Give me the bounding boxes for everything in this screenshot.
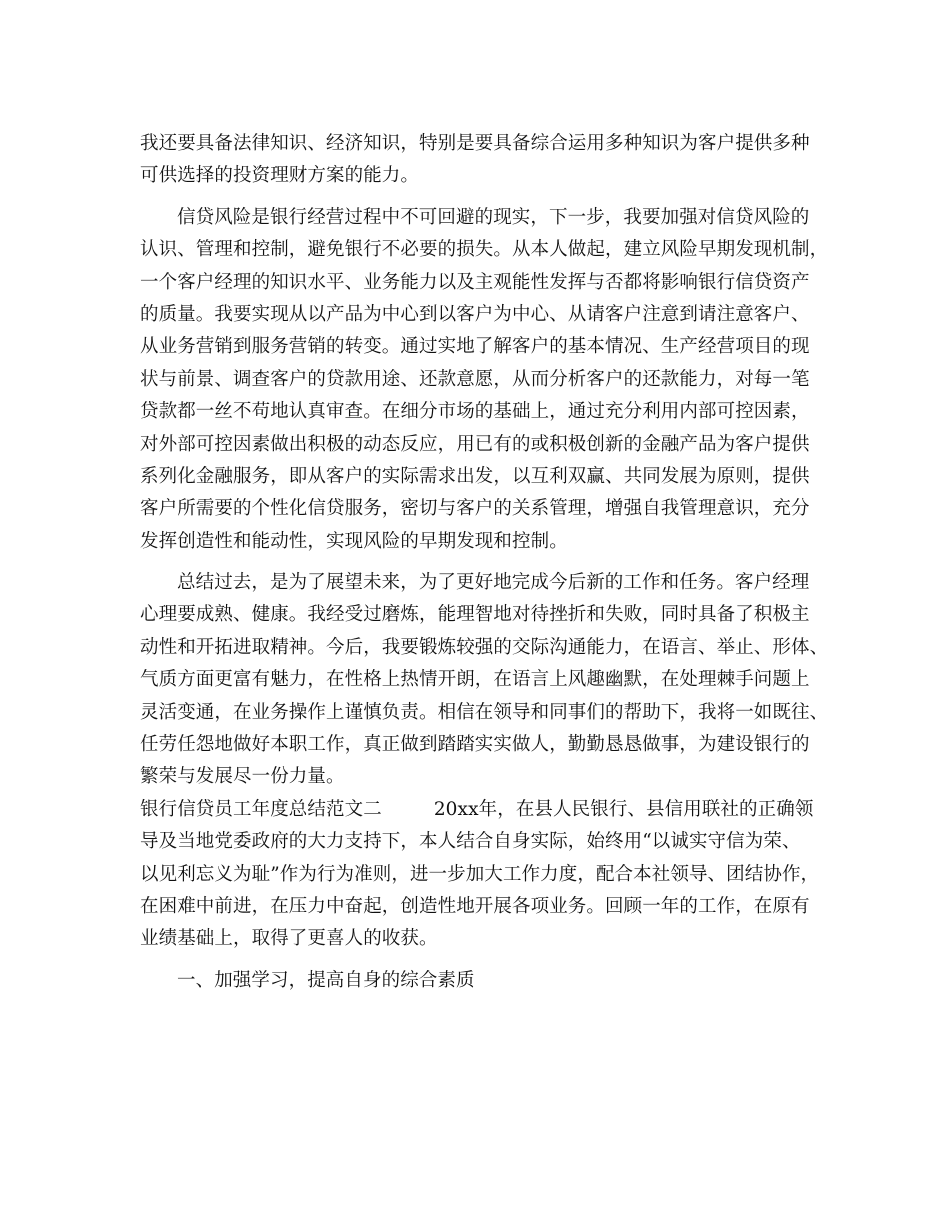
- text-line: 客户所需要的个性化信贷服务，密切与客户的关系管理，增强自我管理意识，充分: [140, 498, 810, 520]
- text-line: 在困难中前进，在压力中奋起，创造性地开展各项业务。回顾一年的工作，在原有: [140, 895, 810, 917]
- text-line: 信贷风险是银行经营过程中不可回避的现实，下一步，我要加强对信贷风险的: [177, 206, 810, 228]
- text-line: 贷款都一丝不苟地认真审查。在细分市场的基础上，通过充分利用内部可控因素，: [140, 401, 810, 423]
- paragraph-summary: [140, 567, 829, 794]
- text-line: 灵活变通，在业务操作上谨慎负责。相信在领导和同事们的帮助下，我将一如既往、: [140, 701, 829, 723]
- text-line: 动性和开拓进取精神。今后，我要锻炼较强的交际沟通能力，在语言、举止、形体、: [140, 636, 829, 658]
- text-line: 我还要具备法律知识、经济知识，特别是要具备综合运用多种知识为客户提供多种: [140, 133, 810, 154]
- text-line: 气质方面更富有魅力，在性格上热情开朗，在语言上风趣幽默，在处理棘手问题上: [140, 669, 810, 691]
- paragraph-credit-risk: [140, 202, 829, 558]
- document-body: [140, 128, 829, 997]
- text-line: 任劳任怨地做好本职工作，真正做到踏踏实实做人，勤勤恳恳做事，为建设银行的: [140, 734, 810, 756]
- text-line: 认识、管理和控制，避免银行不必要的损失。从本人做起，建立风险早期发现机制，: [140, 239, 829, 261]
- paragraph-example-two: [140, 794, 820, 956]
- text-line: 业绩基础上，取得了更喜人的收获。: [140, 928, 438, 950]
- text-line: 发挥创造性和能动性，实现风险的早期发现和控制。: [140, 530, 568, 552]
- text-line: 的质量。我要实现从以产品为中心到以客户为中心、从请客户注意到请注意客户、: [140, 303, 810, 325]
- text-line: 状与前景、调查客户的贷款用途、还款意愿，从而分析客户的还款能力，对每一笔: [140, 368, 810, 390]
- section-title-line: [140, 794, 820, 826]
- section-title: 银行信贷员工年度总结范文二: [140, 798, 382, 820]
- section-lead: 20xx年，在县人民银行、县信用联社的正确领: [433, 798, 814, 820]
- text-line: 对外部可控因素做出积极的动态反应，用已有的或积极创新的金融产品为客户提供: [140, 433, 810, 455]
- subheading: 一、加强学习，提高自身的综合素质: [177, 969, 475, 991]
- paragraph-continued: [140, 128, 820, 193]
- text-line: 系列化金融服务，即从客户的实际需求出发，以互利双赢、共同发展为原则，提供: [140, 465, 810, 487]
- text-line: 从业务营销到服务营销的转变。通过实地了解客户的基本情况、生产经营项目的现: [140, 336, 810, 358]
- text-line: 心理要成熟、健康。我经受过磨炼，能理智地对待挫折和失败，同时具备了积极主: [140, 604, 810, 626]
- text-line: 可供选择的投资理财方案的能力。: [140, 165, 420, 187]
- text-line: 繁荣与发展尽一份力量。: [140, 766, 345, 788]
- text-line: 一个客户经理的知识水平、业务能力以及主观能性发挥与否都将影响银行信贷资产: [140, 271, 810, 293]
- text-line: 导及当地党委政府的大力支持下，本人结合自身实际，始终用“以诚实守信为荣、: [140, 831, 801, 853]
- text-line: 以见利忘义为耻”作为行为准则，进一步加大工作力度，配合本社领导、团结协作，: [140, 863, 820, 885]
- text-line: 总结过去，是为了展望未来，为了更好地完成今后新的工作和任务。客户经理: [177, 572, 810, 594]
- paragraph-heading-one: [140, 965, 820, 997]
